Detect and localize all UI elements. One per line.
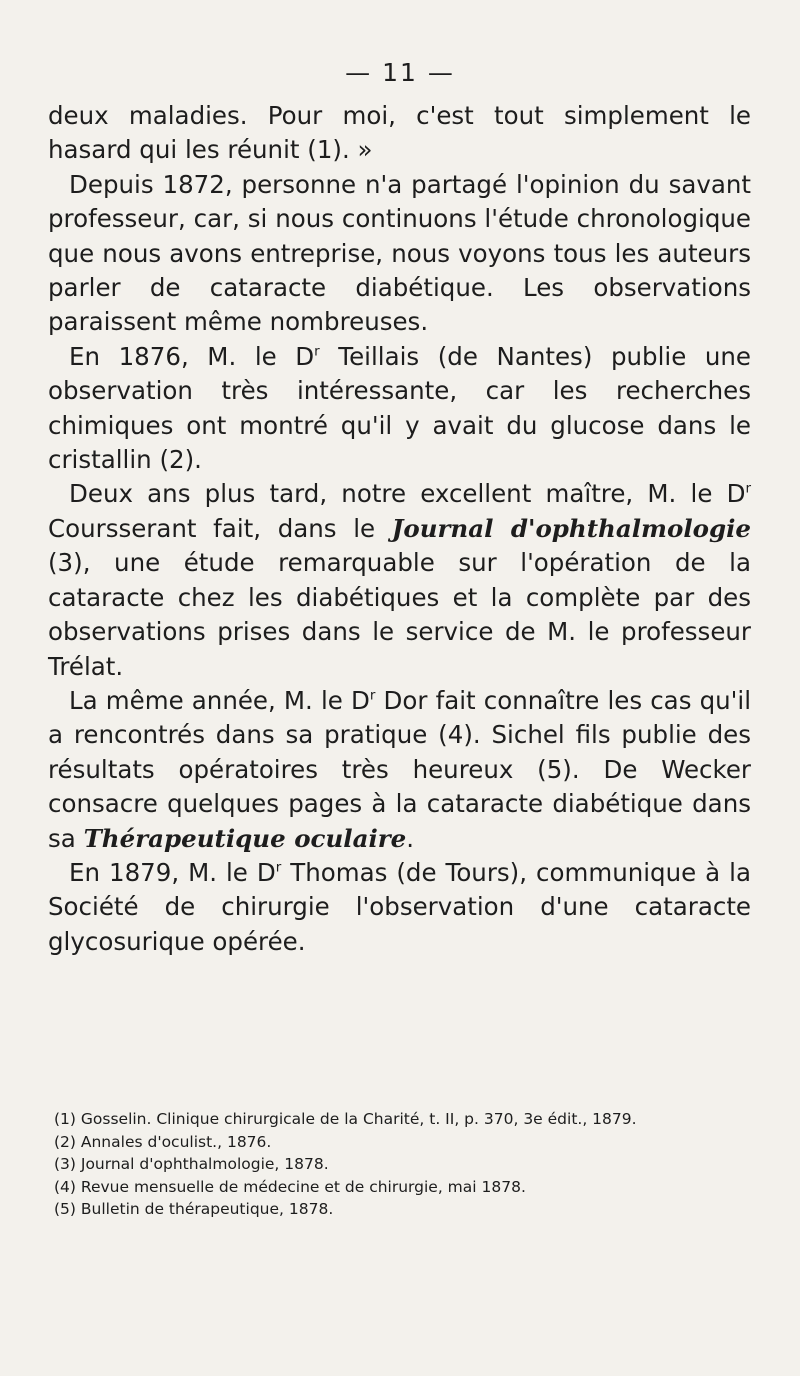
paragraph-5-text-cont: Dor fait connaître les cas qu'il a rencontrés dans sa pratique (4). Sichel fils publie des résultats opératoires très heureux (5). De Wecker consacre quelques pages à la cataracte diabétique dans sa (48, 685, 752, 853)
paragraph-1: deux maladies. Pour moi, c'est tout simplement le hasard qui les réunit (1). » (48, 101, 751, 165)
paragraph-4 (48, 477, 751, 683)
page-number: — 11 — (345, 58, 455, 87)
paragraph-5-text-end: . (406, 823, 415, 853)
paragraph-3-text: En 1876, M. le D (69, 341, 315, 371)
journal-title: Journal d'ophthalmologie (391, 513, 751, 543)
paragraph-3-text-cont: Teillais (de Nantes) publie une observation très intéressante, car les recherches chimiques ont montré qu'il y avait du glucose dans le cristallin (2). (48, 341, 751, 475)
superscript-dr: r (275, 859, 282, 876)
paragraph-4-text-mid: Coursserant fait, dans le (48, 513, 392, 543)
paragraph-3 (48, 340, 751, 478)
paragraph-5 (48, 684, 751, 856)
paragraph-4-text: Deux ans plus tard, notre excellent maître, M. le D (69, 479, 746, 509)
superscript-dr: r (369, 687, 376, 704)
footnotes (48, 1108, 751, 1221)
paragraph-2: Depuis 1872, personne n'a partagé l'opinion du savant professeur, car, si nous continuons l'étude chronologique que nous avons entreprise, nous voyons tous les auteurs parler de cataracte diabétique. Les observations paraissent même nombreuses. (48, 169, 751, 337)
footnote-2: (2) Annales d'oculist., 1876. (54, 1132, 272, 1151)
body-text (48, 99, 751, 959)
superscript-dr: r (745, 481, 751, 498)
paragraph-6 (48, 856, 751, 959)
paragraph-6-text: En 1879, M. le D (69, 857, 276, 887)
footnote-1: (1) Gosselin. Clinique chirurgicale de la Charité, t. II, p. 370, 3e édit., 1879. (54, 1110, 637, 1128)
paragraph-6-text-cont: Thomas (de Tours), communique à la Société de chirurgie l'observation d'une cataracte glycosurique opérée. (48, 857, 751, 956)
footnote-5: (5) Bulletin de thérapeutique, 1878. (54, 1200, 334, 1218)
paragraph-4-text-cont: (3), une étude remarquable sur l'opération de la cataracte chez les diabétiques et la complète par des observations prises dans le service de M. le professeur Trélat. (48, 548, 751, 681)
footnote-3: (3) Journal d'ophthalmologie, 1878. (54, 1155, 329, 1173)
paragraph-5-text: La même année, M. le D (69, 685, 370, 715)
superscript-dr: r (314, 343, 320, 360)
book-title: Thérapeutique oculaire (83, 823, 407, 853)
footnote-4: (4) Revue mensuelle de médecine et de chirurgie, mai 1878. (54, 1177, 526, 1196)
